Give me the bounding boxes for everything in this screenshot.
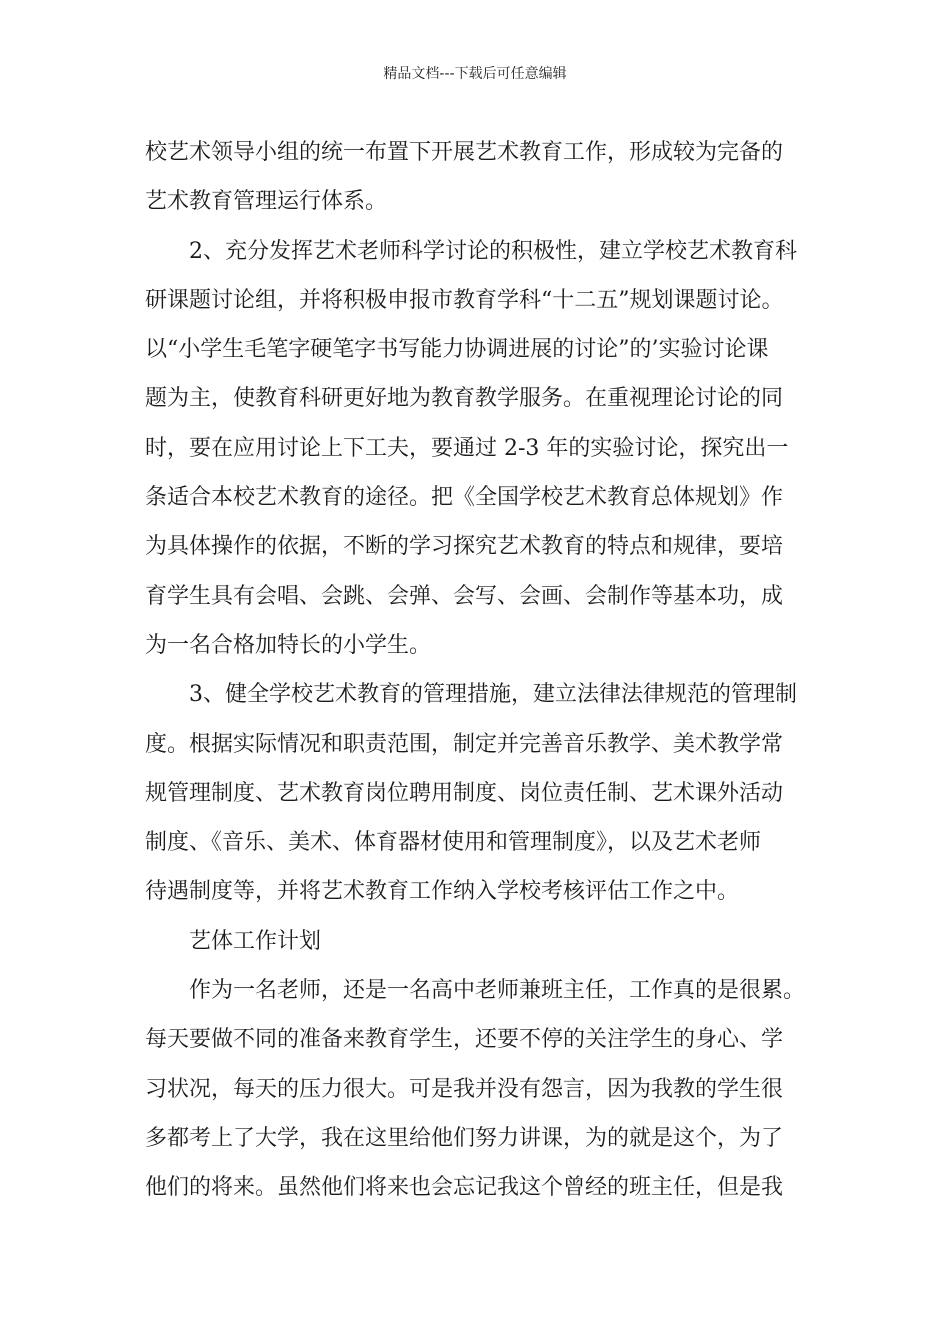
text-line: 待遇制度等，并将艺术教育工作纳入学校考核评估工作之中。 [145, 879, 740, 905]
text-line: 作为一名老师，还是一名高中老师兼班主任，工作真的是很累。 [189, 978, 806, 1004]
text-line: 艺术教育管理运行体系。 [145, 189, 388, 215]
text-line: 制度、《音乐、美术、体育器材使用和管理制度》，以及艺术老师 [145, 830, 762, 856]
text-line: 育学生具有会唱、会跳、会弹、会写、会画、会制作等基本功，成 [145, 583, 784, 609]
text-line: 为具体操作的依据，不断的学习探究艺术教育的特点和规律，要培 [145, 534, 784, 560]
text-line: 度。根据实际情况和职责范围，制定并完善音乐教学、美术教学常 [145, 731, 784, 757]
document-body [145, 128, 845, 1213]
text-line: 他们的将来。虽然他们将来也会忘记我这个曾经的班主任，但是我 [145, 1175, 784, 1201]
text-line: 3、健全学校艺术教育的管理措施，建立法律法律规范的管理制 [189, 682, 797, 708]
page-header: 精品文档---下载后可任意编辑 [383, 66, 567, 82]
text-line: 每天要做不同的准备来教育学生，还要不停的关注学生的身心、学 [145, 1027, 784, 1053]
text-line: 题为主，使教育科研更好地为教育教学服务。在重视理论讨论的同 [145, 386, 784, 412]
text-line: 习状况，每天的压力很大。可是我并没有怨言，因为我教的学生很 [145, 1076, 784, 1102]
text-line: 2、充分发挥艺术老师科学讨论的积极性，建立学校艺术教育科 [189, 238, 797, 264]
text-line: 条适合本校艺术教育的途径。把《全国学校艺术教育总体规划》作 [145, 485, 784, 511]
text-line: 多都考上了大学，我在这里给他们努力讲课，为的就是这个，为了 [145, 1125, 784, 1151]
text-line: 校艺术领导小组的统一布置下开展艺术教育工作，形成较为完备的 [145, 140, 784, 165]
text-line: 艺体工作计划 [189, 928, 322, 954]
text-line: 时，要在应用讨论上下工夫，要通过 2-3 年的实验讨论，探究出一 [145, 435, 789, 461]
text-line: 以“小学生毛笔字硬笔字书写能力协调进展的讨论”的’实验讨论课 [145, 337, 769, 363]
text-line: 规管理制度、艺术教育岗位聘用制度、岗位责任制、艺术课外活动 [145, 780, 784, 806]
text-line: 研课题讨论组，并将积极申报市教育学科“十二五”规划课题讨论。 [145, 287, 784, 313]
text-line: 为一名合格加特长的小学生。 [145, 632, 432, 658]
